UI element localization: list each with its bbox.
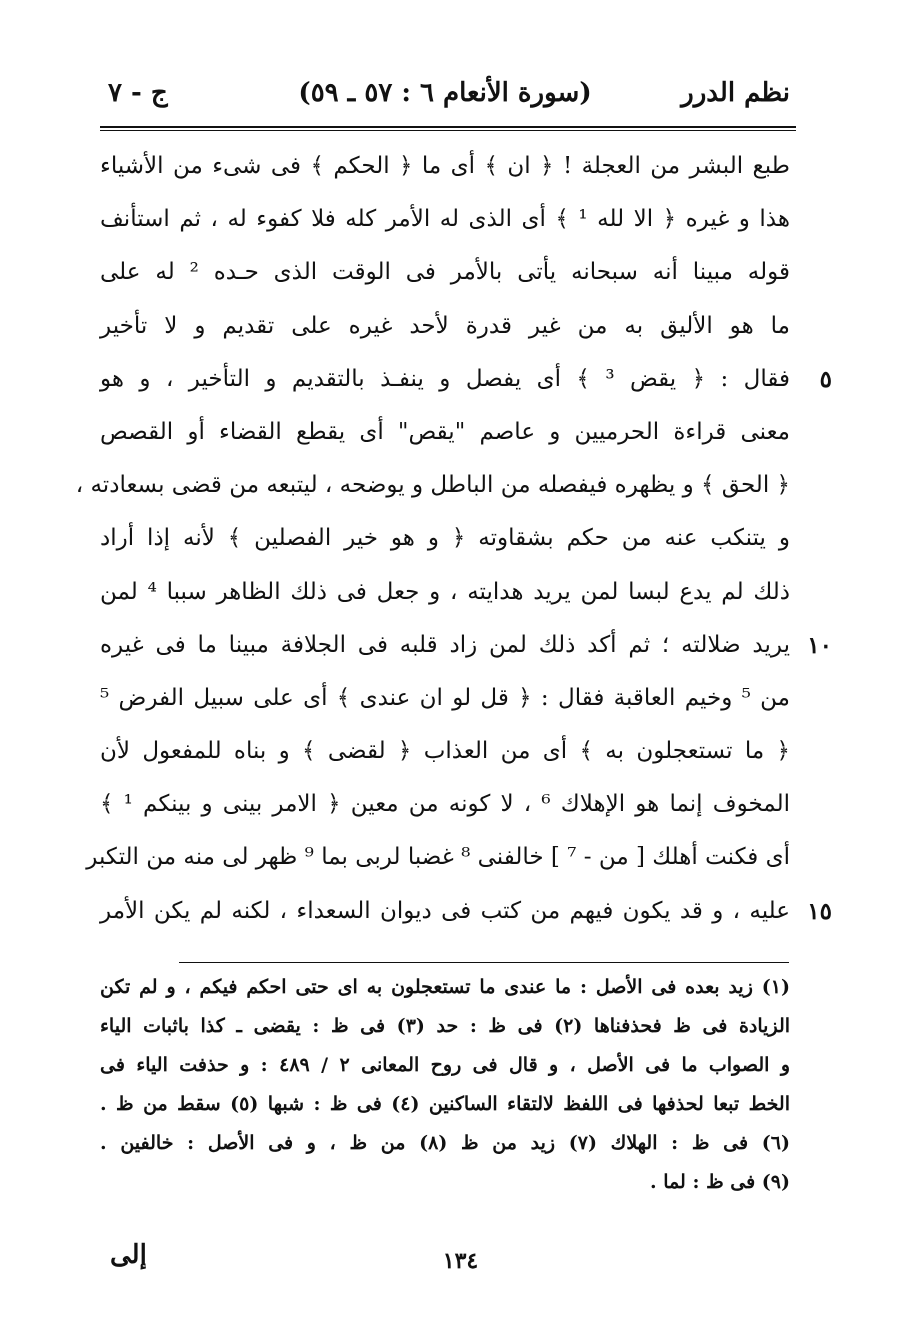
line-text: قوله مبينا أنه سبحانه يأتى بالأمر فى الوقت الذى حـده ² له على [100,259,790,286]
footnote-line: (٦) فى ظ : الهلاك (٧) زيد من ظ (٨) من ظ ، و فى الأصل : خالفين . [100,1132,790,1154]
footnote-line: و الصواب ما فى الأصل ، و قال فى روح المعانى ٢ / ٤٨٩ : و حذفت الياء فى [100,1054,790,1076]
catchword: إلى [110,1240,147,1270]
text-line [100,193,790,246]
surah-reference: (سورة الأنعام ٦ : ٥٧ ـ ٥٩) [298,78,592,108]
line-text: و يتنكب عنه من حكم بشقاوته ﴿ و هو خير الفصلين ﴾ لأنه إذا أراد [100,525,790,552]
text-line [100,246,790,299]
line-text: من ⁵ وخيم العاقبة فقال : ﴿ قل لو ان عندى ﴾ أى على سبيل الفرض ⁵ [100,684,790,711]
footnote-divider [179,962,789,963]
text-line [100,672,790,725]
line-text: أى فكنت أهلك [ من - ⁷ ] خالفنى ⁸ غضبا لربى بما ⁹ ظهر لى منه من التكبر [86,844,790,871]
text-line [100,300,790,353]
line-text: فقال : ﴿ يقض ³ ﴾ أى يفصل و ينفـذ بالتقديم و التأخير ، و هو [100,365,791,392]
footnotes [100,968,790,1202]
running-header [100,70,790,120]
header-rule [100,126,796,131]
line-text: يريد ضلالته ؛ ثم أكد ذلك لمن زاد قلبه فى الجلافة مبينا ما فى غيره [100,631,790,658]
line-text: ﴿ ما تستعجلون به ﴾ أى من العذاب ﴿ لقضى ﴾ و بناه للمفعول لأن [100,738,790,765]
line-number: ١٠ [807,631,832,659]
line-text: معنى قراءة الحرميين و عاصم "يقص" أى يقطع القضاء أو القصص [100,418,790,445]
text-line [100,566,790,619]
line-text: طبع البشر من العجلة ! ﴿ ان ﴾ أى ما ﴿ الحكم ﴾ فى شىء من الأشياء [100,153,790,179]
line-text: المخوف إنما هو الإهلاك ⁶ ، لا كونه من معين ﴿ الامر بينى و بينكم ¹ ﴾ [100,791,790,818]
text-line [100,725,790,778]
footnote-line: (١) زيد بعده فى الأصل : ما عندى ما تستعجلون به اى حتى احكم فيكم ، و لم تكن [100,976,790,998]
text-line [100,885,832,938]
line-text: هذا و غيره ﴿ الا لله ¹ ﴾ أى الذى له الأمر كله فلا كفوء له ، ثم استأنف [100,206,790,233]
footnote-line: (٩) فى ظ : لما . [650,1171,790,1193]
line-number: ٥ [819,365,832,393]
text-line [100,512,790,565]
text-line [86,831,790,884]
line-number: ١٥ [807,897,832,925]
line-text: عليه ، و قد يكون فيهم من كتب فى ديوان السعداء ، لكنه لم يكن الأمر [100,897,790,924]
line-text: ما هو الأليق به من غير قدرة لأحد غيره على تقديم و لا تأخير [100,312,790,339]
line-text: ذلك لم يدع لبسا لمن يريد هدايته ، و جعل فى ذلك الظاهر سببا ⁴ لمن [100,578,791,605]
main-text [75,140,832,938]
text-line [100,353,832,406]
text-line [100,619,832,672]
footnote-line: الزيادة فى ظ فحذفناها (٢) فى ظ : حد (٣) فى ظ : يقضى ـ كذا باثبات الياء [100,1015,791,1037]
page-number: ١٣٤ [442,1248,479,1274]
text-line [100,140,790,193]
book-title: نظم الدرر [681,78,790,108]
text-line [100,778,790,831]
volume-number: ج - ٧ [108,78,168,108]
line-text: ﴿ الحق ﴾ و يظهره فيفصله من الباطل و يوضحه ، ليتبعه من قضى بسعادته ، [75,472,790,499]
footnote-line: الخط تبعا لحذفها فى اللفظ لالتقاء الساكنين (٤) فى ظ : شبها (٥) سقط من ظ . [100,1093,790,1115]
text-line [100,406,790,459]
text-line [75,459,790,512]
